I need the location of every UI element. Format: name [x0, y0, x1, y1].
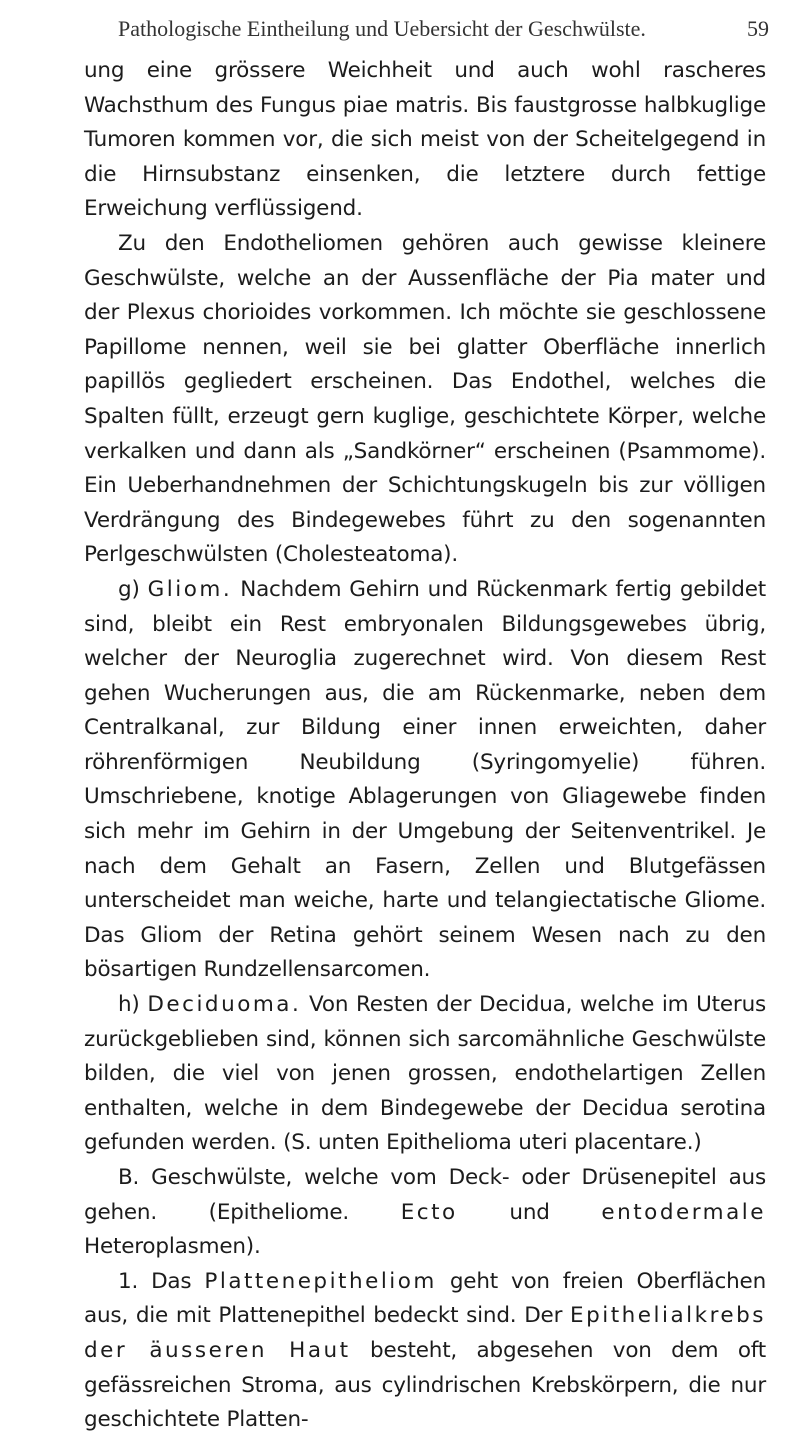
paragraph-text: besteht, abgesehen von dem oft gefässreichen Stroma, aus cylindrischen Krebskörpern, die nur geschichtete Platten-	[84, 1337, 766, 1433]
section-term: entodermale	[601, 1199, 766, 1225]
section-letter: B.	[118, 1165, 140, 1190]
running-title: Pathologische Eintheilung und Uebersicht der Geschwülste.	[118, 16, 646, 41]
running-head	[0, 10, 800, 46]
paragraph-text: und	[509, 1199, 550, 1225]
section-number: 1. Das	[118, 1268, 192, 1294]
section-term: Ecto	[400, 1199, 458, 1225]
paragraph-text: Von Resten der Decidua, welche im Uterus zurückgeblieben sind, können sich sarcomähnliche Geschwülste bilden, die viel von jenen grossen, endothelartigen Zellen enthalten, welche in dem Bindegewebe der Decidua serotina gefunden werden. (S. unten Epithelioma uteri placentare.)	[84, 992, 766, 1156]
paragraph-plattenepitheliom	[84, 1265, 766, 1438]
paragraph-text: Nachdem Gehirn und Rückenmark fertig gebildet sind, bleibt ein Rest embryonalen Bildungsgewebes übrig, welcher der Neuroglia zugerechnet wird. Von diesem Rest gehen Wucherungen aus, die am Rückenmarke, neben dem Centralkanal, zur Bildung einer innen erweichten, daher röhrenförmigen Neubildung (Syringomyelie) führen. Umschriebene, knotige Ablagerungen von Gliagewebe finden sich mehr im Gehirn in der Umgebung der Seitenventrikel. Je nach dem Gehalt an Fasern, Zellen und Blutgefässen unterscheidet man weiche, harte und telangiectatische Gliome. Das Gliom der Retina gehört seinem Wesen nach zu den bösartigen Rundzellensarcomen.	[84, 576, 766, 983]
paragraph-text: geht von freien Oberflächen aus, die mit Plattenepithel bedeckt sind. Der	[84, 1268, 767, 1329]
paragraph-gliom	[84, 573, 766, 988]
section-term: Gliom.	[147, 576, 233, 602]
paragraph-endotheliomen	[84, 227, 766, 573]
paragraph-text: Heteroplasmen).	[84, 1234, 261, 1260]
paragraph-text: Zu den Endotheliomen gehören auch gewisse kleinere Geschwülste, welche an der Aussenfläche der Pia mater und der Plexus chorioides vorkommen. Ich möchte sie geschlossene Papillome nennen, weil sie bei glatter Oberfläche innerlich papillös gegliedert erscheinen. Das Endothel, welches die Spalten füllt, erzeugt gern kuglige, geschichtete Körper, welche verkalken und dann als „Sandkörner“ erscheinen (Psammome). Ein Ueberhandnehmen der Schichtungskugeln bis zur völligen Verdrängung des Bindegewebes führt zu den sogenannten Perlgeschwülsten (Cholesteatoma).	[84, 230, 766, 568]
paragraph-section-b	[84, 1161, 766, 1265]
body-text	[84, 54, 766, 1438]
section-letter: h)	[118, 992, 140, 1018]
paragraph-fungus-continuation	[84, 54, 766, 227]
section-term: Plattenepitheliom	[204, 1268, 437, 1294]
section-letter: g)	[118, 576, 140, 602]
paragraph-deciduoma	[84, 988, 766, 1161]
section-term: Deciduoma.	[147, 992, 302, 1018]
section-term: Epithelialkrebs der äusseren Haut	[84, 1303, 767, 1363]
paragraph-text: Geschwülste, welche vom Deck- oder Drüsenepitel aus gehen. (Epitheliome.	[84, 1165, 766, 1225]
page-number: 59	[747, 16, 769, 41]
paragraph-text: ung eine grössere Weichheit und auch wohl rascheres Wachsthum des Fungus piae matris. Bis faustgrosse halbkuglige Tumoren kommen vor, die sich meist von der Scheitelgegend in die Hirnsubstanz einsenken, die letztere durch fettige Erweichung verflüssigend.	[84, 58, 766, 222]
